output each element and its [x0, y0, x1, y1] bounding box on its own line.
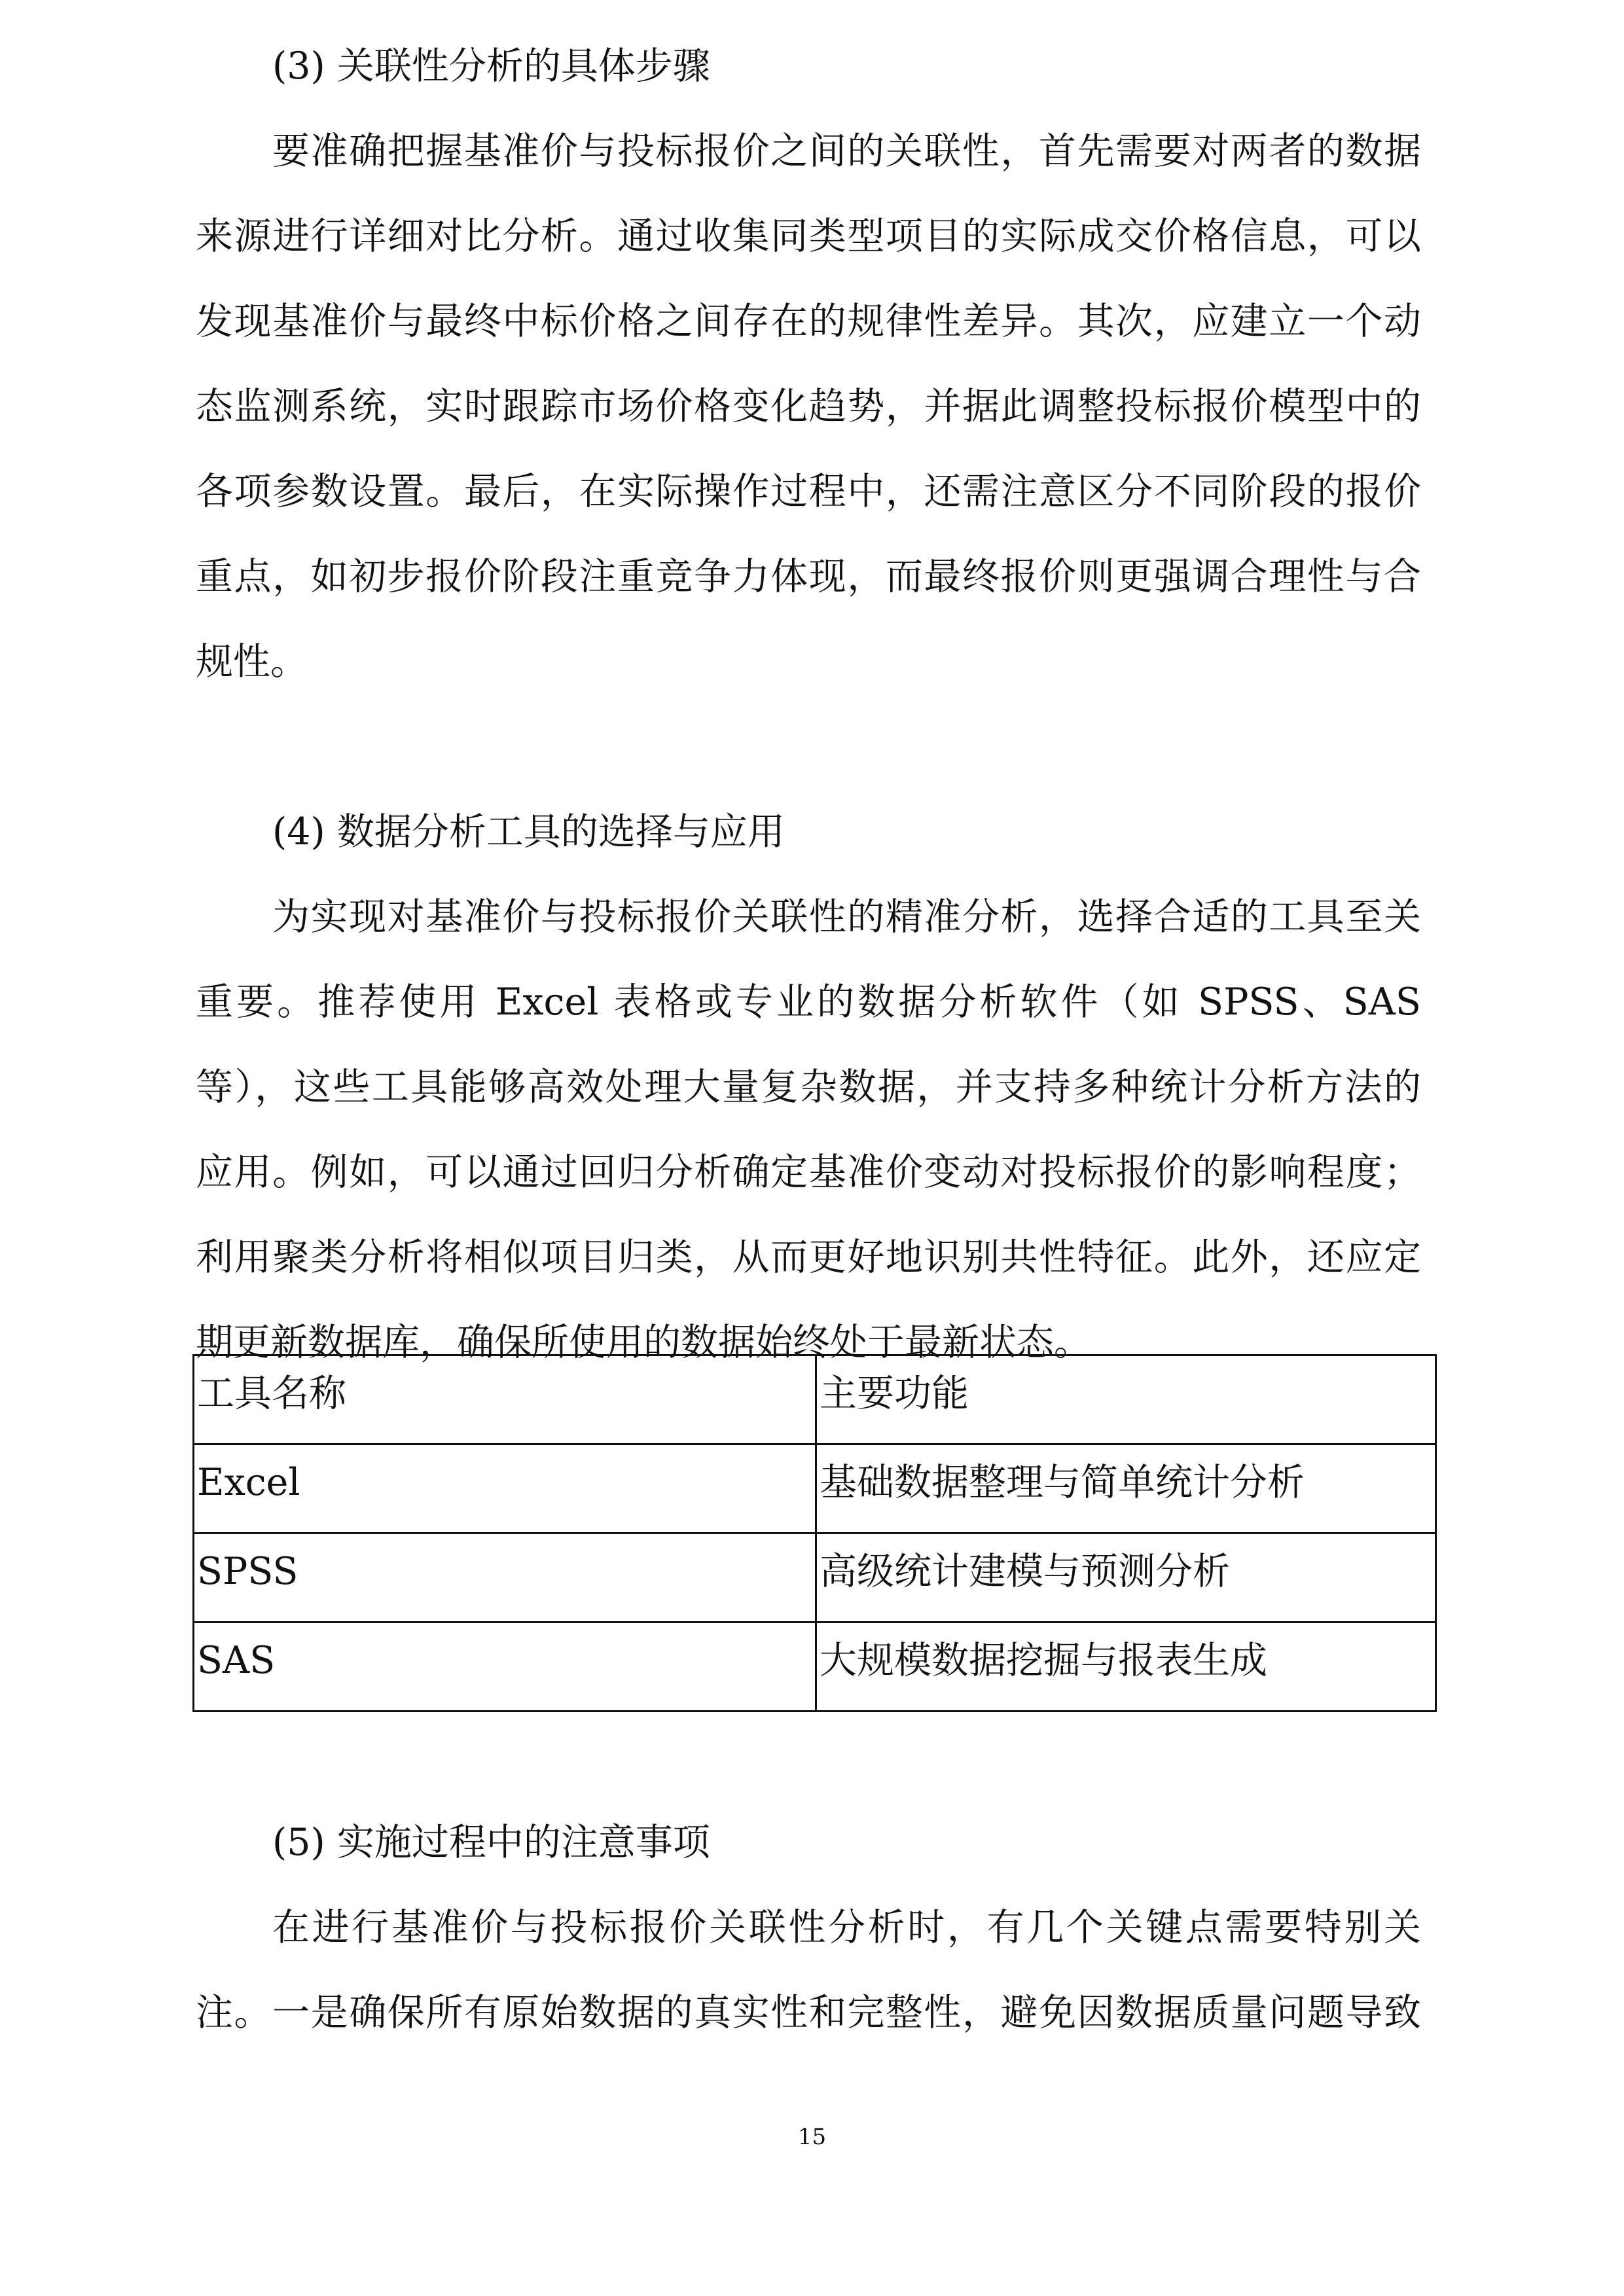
- table-cell: 大规模数据挖掘与报表生成: [816, 1623, 1436, 1712]
- section-heading: (4) 数据分析工具的选择与应用: [272, 810, 785, 853]
- paragraph-line: 来源进行详细对比分析。通过收集同类型项目的实际成交价格信息，可以: [196, 215, 1421, 258]
- paragraph-line: 重点，如初步报价阶段注重竞争力体现，而最终报价则更强调合理性与合: [196, 555, 1421, 598]
- page-number: 15: [797, 2124, 827, 2150]
- section-relevance-steps: [196, 24, 1421, 704]
- paragraph-line: 等），这些工具能够高效处理大量复杂数据，并支持多种统计分析方法的: [196, 1066, 1421, 1109]
- tools-table: [192, 1354, 1437, 1712]
- section-heading: (5) 实施过程中的注意事项: [272, 1821, 710, 1864]
- paragraph-line: 各项参数设置。最后，在实际操作过程中，还需注意区分不同阶段的报价: [196, 470, 1421, 513]
- table-header-cell: 主要功能: [816, 1355, 1436, 1444]
- paragraph-line: 在进行基准价与投标报价关联性分析时，有几个关键点需要特别关: [272, 1906, 1421, 1949]
- paragraph-line: 重要。推荐使用 Excel 表格或专业的数据分析软件（如 SPSS、SAS: [196, 980, 1421, 1024]
- paragraph-line: 利用聚类分析将相似项目归类，从而更好地识别共性特征。此外，还应定: [196, 1236, 1421, 1279]
- paragraph-line: 规性。: [196, 640, 308, 683]
- paragraph-line: 要准确把握基准价与投标报价之间的关联性，首先需要对两者的数据: [272, 130, 1421, 173]
- table-cell: SAS: [194, 1623, 816, 1712]
- table-cell: SPSS: [194, 1534, 816, 1623]
- table-cell: 基础数据整理与简单统计分析: [816, 1444, 1436, 1534]
- paragraph-line: 发现基准价与最终中标价格之间存在的规律性差异。其次，应建立一个动: [196, 300, 1421, 343]
- paragraph-line: 期更新数据库，确保所使用的数据始终处于最新状态。: [196, 1321, 1091, 1364]
- table-row: [194, 1534, 1436, 1623]
- paragraph-line: 应用。例如，可以通过回归分析确定基准价变动对投标报价的影响程度；: [196, 1151, 1421, 1194]
- table-header-row: [194, 1355, 1436, 1444]
- table-cell: 高级统计建模与预测分析: [816, 1534, 1436, 1623]
- paragraph-line: 为实现对基准价与投标报价关联性的精准分析，选择合适的工具至关: [272, 895, 1421, 939]
- section-heading: (3) 关联性分析的具体步骤: [272, 45, 710, 88]
- table-cell: Excel: [194, 1444, 816, 1534]
- section-implementation-notes: [196, 1800, 1421, 2055]
- paragraph-line: 态监测系统，实时跟踪市场价格变化趋势，并据此调整投标报价模型中的: [196, 385, 1421, 428]
- table-row: [194, 1444, 1436, 1534]
- table-header-cell: 工具名称: [194, 1355, 816, 1444]
- paragraph-line: 注。一是确保所有原始数据的真实性和完整性，避免因数据质量问题导致: [196, 1991, 1421, 2034]
- section-tool-selection: [196, 789, 1421, 1385]
- table-row: [194, 1623, 1436, 1712]
